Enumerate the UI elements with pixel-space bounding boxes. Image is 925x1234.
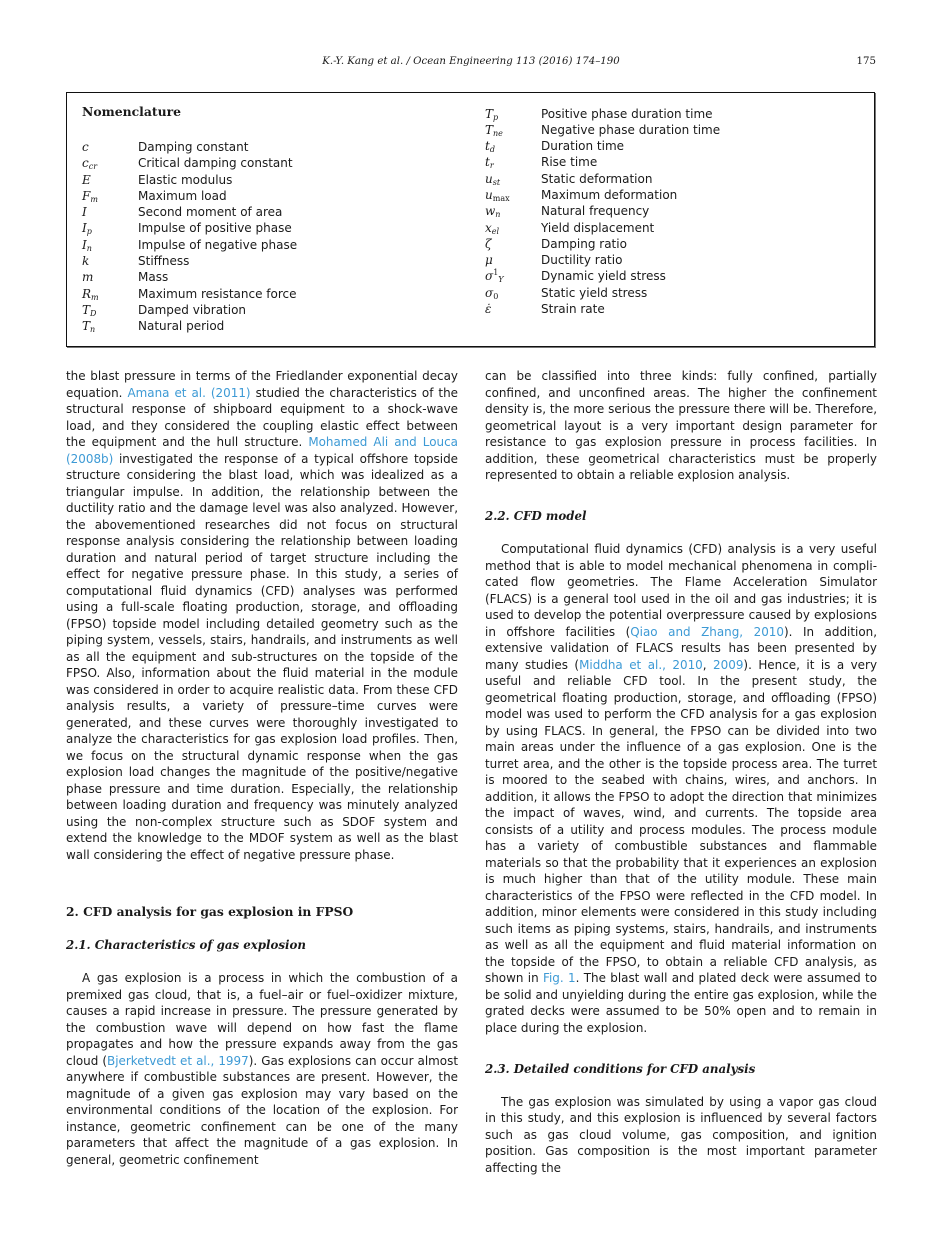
nomenclature-symbol: E <box>82 172 91 187</box>
nomenclature-entry <box>82 172 297 188</box>
nomenclature-symbol: I <box>82 205 87 220</box>
nomenclature-definition: Impulse of negative phase <box>138 237 298 252</box>
paragraph-cfd-model: Computational fluid dynamics (CFD) analysis is a very useful method that is able to model mechanical phenomena in complicated flow geometries. The Flame Acceleration Simulator (FLACS) is a general tool used in the oil and gas industries; it is used to develop the potential overpressure caused by explosions in offshore facilities (Qiao and Zhang, 2010). In addition, extensive validation of FLACS results has been presented by many studies (Middha et al., 2010, 2009). Hence, it is a very useful and reliable CFD tool. In the present study, the geometrical floating production, storage, and offloading (FPSO) model was used to perform the CFD analysis for a gas explosion by using FLACS. In general, the FPSO can be divided into two main areas under the influence of a gas explosion. One is the turret area, and the other is the topside process area. The turret is moored to the seabed with chains, wires, and anchors. In addition, it allows the FPSO to adopt the direction that minimizes the impact of waves, wind, and currents. The topside area consists of a utility and process modules. The process module has a variety of combustible substances and flammable materials so that the probability that it experiences an explosion is much higher than that of the utility module. These main characteristics of the FPSO were reflected in the CFD model. In addition, minor elements were considered in this study including such items as piping systems, stairs, handrails, and instruments as well as all the equipment and fluid material information on the topside of the FPSO, to obtain a reliable CFD analysis, as shown in Fig. 1. The blast wall and plated deck were assumed to be solid and unyielding during the entire gas explosion, while the grated decks were assumed to be 50% open and to remain in place during the explosion. <box>485 542 878 1035</box>
nomenclature-entry <box>485 268 720 284</box>
nomenclature-definition: Damping ratio <box>541 236 627 251</box>
nomenclature-entry <box>82 318 297 334</box>
nomenclature-symbol: $I_n$ <box>82 237 92 253</box>
paragraph-intro-continued: the blast pressure in terms of the Friedlander exponential decay equation. Amana et al. (2011) studied the characteristics of the structural response of shipboard equipment to a shock-wave load, and they considered the coupling elastic effect between the equipment and the hull structure. Mohamed Ali and Louca (2008b) investigated the response of a typical offshore topside structure considering the blast load, which was idealized as a triangular impulse. In addition, the relationship between the ductility ratio and the damage level was also analyzed. However, the abovementioned researches did not focus on structural response analysis considering the relationship between loading duration and natural period of target structure including the effect for negative pressure phase. In this study, a series of computational fluid dynamics (CFD) analyses was performed using a full-scale floating production, storage, and offloading (FPSO) topside model including detailed geometry such as the piping system, vessels, stairs, handrails, and instruments as well as all the equipment and sub-structures on the topside of the FPSO. Also, information about the fluid material in the module was considered in order to acquire realistic data. From these CFD analysis results, a variety of pressure–time curves were generated, and these curves were thoroughly investigated to analyze the characteristics for gas explosion load profiles. Then, we focus on the structural dynamic response when the gas explosion load changes the magnitude of the positive/negative phase pressure and time duration. Especially, the relationship between loading duration and frequency was minutely analyzed using the non-complex structure such as SDOF system and extend the knowledge to the MDOF system as well as the blast wall considering the effect of negative pressure phase. <box>66 369 458 862</box>
nomenclature-definition: Static yield stress <box>541 285 648 300</box>
nomenclature-symbol: $\sigma_0$ <box>485 285 499 301</box>
left-column <box>66 368 458 1168</box>
subsection-heading-2-2: 2.2. CFD model <box>485 509 587 523</box>
nomenclature-definition: Mass <box>138 270 169 285</box>
nomenclature-definition: Critical damping constant <box>138 156 293 171</box>
nomenclature-symbol: m <box>82 270 94 285</box>
nomenclature-symbol: μ <box>485 253 493 268</box>
figure-link-fig-1[interactable]: Fig. 1 <box>542 971 576 985</box>
nomenclature-definition: Natural frequency <box>541 204 650 219</box>
nomenclature-entry <box>485 106 720 122</box>
nomenclature-entry <box>82 302 297 318</box>
nomenclature-definition: Second moment of area <box>138 205 283 220</box>
nomenclature-symbol: ζ <box>485 236 492 251</box>
nomenclature-definition: Maximum load <box>138 188 227 203</box>
nomenclature-definition: Static deformation <box>541 171 653 186</box>
nomenclature-entry <box>82 204 297 220</box>
right-column <box>485 368 877 1176</box>
nomenclature-list-left <box>82 139 297 335</box>
nomenclature-entry <box>82 286 297 302</box>
nomenclature-entry <box>82 188 297 204</box>
nomenclature-symbol: $T_p$ <box>485 106 499 122</box>
nomenclature-symbol: $c_{cr}$ <box>82 156 98 172</box>
nomenclature-entry <box>82 253 297 269</box>
nomenclature-definition: Positive phase duration time <box>541 106 713 121</box>
nomenclature-entry <box>82 237 297 253</box>
nomenclature-definition: Duration time <box>541 139 625 154</box>
nomenclature-definition: Strain rate <box>541 302 605 317</box>
nomenclature-definition: Damping constant <box>138 140 249 154</box>
paragraph-gas-explosion: A gas explosion is a process in which the combustion of a premixed gas cloud, that is, a fuel–air or fuel–oxidizer mixture, causes a rapid increase in pressure. The pressure generated by the combustion wave will depend on how fast the flame propagates and how the pressure expands away from the gas cloud (Bjerketvedt et al., 1997). Gas explosions can occur almost anywhere if combustible substances are present. However, the magnitude of a given gas explosion may vary based on the environmental conditions of the location of the explosion. For instance, geometric confinement can be one of the many parameters that affect the magnitude of a gas explosion. In general, geometric confinement <box>66 971 458 1167</box>
nomenclature-entry <box>485 301 720 317</box>
nomenclature-entry <box>82 155 297 171</box>
nomenclature-entry <box>485 138 720 154</box>
nomenclature-definition: Dynamic yield stress <box>541 269 666 284</box>
nomenclature-title: Nomenclature <box>82 104 182 119</box>
nomenclature-symbol: $T_D$ <box>82 302 97 318</box>
page-number: 175 <box>856 56 876 67</box>
nomenclature-definition: Elastic modulus <box>138 172 233 187</box>
nomenclature-entry <box>485 171 720 187</box>
citation-link-qiao-zhang[interactable]: Qiao and Zhang, 2010 <box>630 624 784 639</box>
section-heading-2: 2. CFD analysis for gas explosion in FPSO <box>66 904 354 919</box>
nomenclature-definition: Rise time <box>541 155 598 170</box>
nomenclature-symbol: c <box>82 140 89 154</box>
citation-link-mohamed-ali[interactable]: Mohamed Ali and Louca (2008b) <box>66 435 458 466</box>
nomenclature-entry <box>485 285 720 301</box>
citation-link-bjerketvedt[interactable]: Bjerketvedt et al., 1997 <box>107 1053 249 1068</box>
nomenclature-entry <box>82 269 297 285</box>
running-header <box>66 56 876 70</box>
subsection-heading-2-1: 2.1. Characteristics of gas explosion <box>66 938 306 952</box>
nomenclature-symbol: $u_{st}$ <box>485 171 501 187</box>
nomenclature-entry <box>485 220 720 236</box>
nomenclature-entry <box>485 252 720 268</box>
nomenclature-symbol: $w_n$ <box>485 204 501 220</box>
nomenclature-symbol: $u_{max}$ <box>485 187 510 203</box>
nomenclature-symbol: $R_m$ <box>82 286 99 302</box>
nomenclature-symbol: $T_{ne}$ <box>485 122 503 138</box>
nomenclature-symbol: $t_r$ <box>485 155 494 171</box>
nomenclature-symbol: $T_n$ <box>82 319 96 335</box>
nomenclature-symbol: ε̇ <box>485 302 492 317</box>
citation-link-amana[interactable]: Amana et al. (2011) <box>127 385 251 400</box>
subsection-heading-2-3: 2.3. Detailed conditions for CFD analysis <box>485 1061 756 1076</box>
nomenclature-entry <box>485 203 720 219</box>
paragraph-detailed-conditions: The gas explosion was simulated by using a vapor gas cloud in this study, and this explosion is influenced by several factors such as gas cloud volume, gas composition, and ignition position. Gas composition is the most important parameter affecting the <box>485 1094 877 1175</box>
nomenclature-definition: Ductility ratio <box>541 253 623 268</box>
nomenclature-symbol: $\sigma^1_Y$ <box>485 268 504 285</box>
nomenclature-definition: Impulse of positive phase <box>138 221 292 236</box>
nomenclature-entry <box>485 187 720 203</box>
nomenclature-symbol: $t_d$ <box>485 139 495 155</box>
nomenclature-list-right <box>485 106 720 318</box>
citation-link-middha-2010[interactable]: Middha et al., 2010 <box>579 657 703 672</box>
journal-citation: K.-Y. Kang et al. / Ocean Engineering 113 (2016) 174–190 <box>322 56 620 67</box>
nomenclature-definition: Maximum resistance force <box>138 286 297 301</box>
nomenclature-definition: Natural period <box>138 319 225 334</box>
citation-link-middha-2009[interactable]: 2009 <box>713 657 744 672</box>
nomenclature-symbol: $F_m$ <box>82 188 98 204</box>
nomenclature-definition: Stiffness <box>138 254 190 269</box>
nomenclature-symbol: $x_{el}$ <box>485 220 500 236</box>
nomenclature-entry <box>485 122 720 138</box>
nomenclature-entry <box>82 139 297 155</box>
nomenclature-entry <box>82 220 297 236</box>
nomenclature-symbol: $I_p$ <box>82 221 92 237</box>
nomenclature-definition: Yield displacement <box>541 220 655 235</box>
nomenclature-definition: Maximum deformation <box>541 187 678 202</box>
nomenclature-entry <box>485 236 720 252</box>
nomenclature-entry <box>485 154 720 170</box>
nomenclature-definition: Negative phase duration time <box>541 122 721 137</box>
nomenclature-box <box>66 92 875 347</box>
nomenclature-symbol: k <box>82 254 90 269</box>
paragraph-confinement: can be classified into three kinds: fully confined, partially confined, and unconfined areas. The higher the confinement density is, the more serious the pressure there will be. Therefore, geometrical layout is a very important design parameter for resistance to gas explosion pressure in process facilities. In addition, these geometrical characteristics must be properly represented to obtain a reliable explosion analysis. <box>485 369 877 482</box>
nomenclature-definition: Damped vibration <box>138 302 247 317</box>
